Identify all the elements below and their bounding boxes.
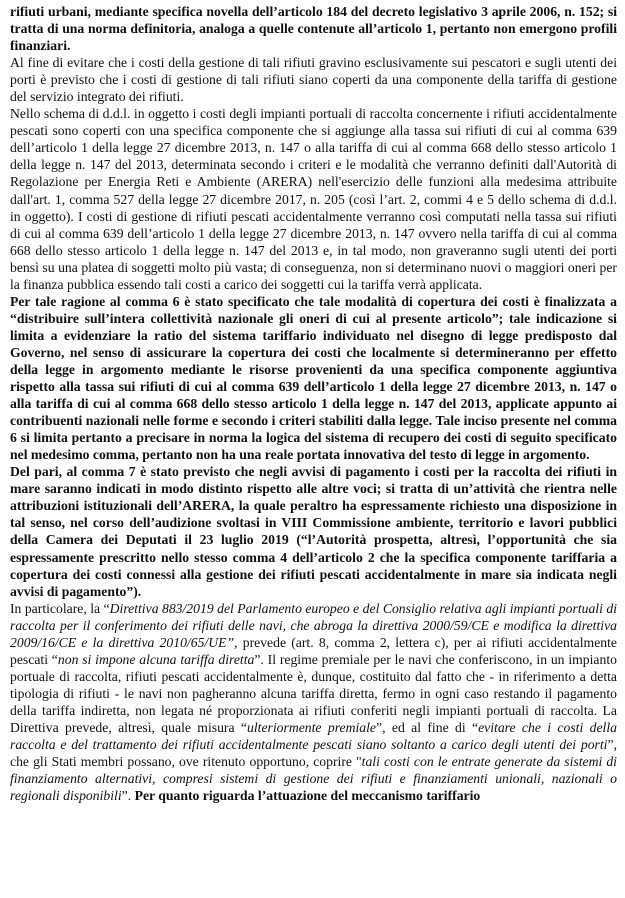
text-run: rifiuti urbani, mediante specifica novella dell’articolo 184 del decreto legislativo 3 aprile 2006, n. 152; si tratta di una norma definitoria, analoga a quelle contenute all’articolo 1, pertanto non emergono profili finanziari.	[10, 4, 617, 54]
paragraph-direttiva	[10, 600, 617, 805]
paragraph-schema-ddl	[10, 105, 617, 293]
text-run: ”, ed al fine di “	[376, 719, 479, 735]
paragraph-costi-pescatori	[10, 54, 617, 105]
text-run: Del pari, al comma 7 è stato previsto che negli avvisi di pagamento i costi per la raccolta dei rifiuti in mare saranno indicati in modo distinto rispetto alle altre voci; si tratta di un’attività che rientra nelle attribuzioni istituzionali dell’ARERA, la quale peraltro ha espressamente richiesto una disposizione in tal senso, nel corso dell’audizione svoltasi in VIII Commissione ambiente, territorio e lavori pubblici della Camera dei Deputati il 23 luglio 2019 (“l’Autorità prospetta, altresì, l’opportunità che sia espressamente prescritto nello stesso comma 4 dell’articolo 2 che la specifica componente tariffaria a copertura dei costi connessi alla gestione dei rifiuti pescati accidentalmente in mare sia indicata negli avvisi di pagamento”).	[10, 464, 617, 599]
text-run: Per tale ragione al comma 6 è stato specificato che tale modalità di copertura dei costi è finalizzata a “distribuire sull’intera collettività nazionale gli oneri di cui al presente articolo”; tale indicazione si limita a evidenziare la ratio del sistema tariffario individuato nel disegno di legge predisposto dal Governo, nel senso di assicurare la copertura dei costi che localmente si determineranno per effetto della legge in argomento mediante le risorse provenienti da una specifica componente aggiuntiva rispetto alla tassa sui rifiuti di cui al comma 639 dell’articolo 1 della legge 27 dicembre 2013, n. 147 o alla tariffa di cui al comma 668 dello stesso articolo 1 della legge n. 147 del 2013, applicate appunto ai contribuenti nazionali nelle forme e secondo i criteri stabiliti dalla legge. Tale inciso presente nel comma 6 si limita pertanto a precisare in norma la logica del sistema di recupero dei costi di seguito specificato nel medesimo comma, pertanto non ha una reale portata innovativa del testo di legge in argomento.	[10, 293, 617, 463]
text-run-italic: tali costi con le entrate generate da sistemi di finanziamento alternativi, compresi sistemi di gestione dei rifiuti e finanziamenti unionali, nazionali o regionali disponibili	[10, 754, 617, 804]
text-run: Al fine di evitare che i costi della gestione di tali rifiuti gravino esclusivamente sui pescatori e sugli utenti dei porti è previsto che i costi di gestione di tali rifiuti siano coperti da una componente della tariffa di gestione del servizio integrato dei rifiuti.	[10, 55, 617, 105]
text-run-italic: ulteriormente premiale	[247, 719, 377, 735]
text-run: In particolare, la “	[10, 600, 110, 616]
paragraph-comma-7	[10, 463, 617, 599]
text-run-italic: evitare che i costi della raccolta e del trattamento dei rifiuti accidentalmente pescati siano soltanto a carico degli utenti dei porti	[10, 719, 618, 753]
text-run: Nello schema di d.d.l. in oggetto i costi degli impianti portuali di raccolta concernente i rifiuti accidentalmente pescati sono coperti con una specifica componente che si aggiunge alla tassa sui rifiuti di cui al comma 639 dell’articolo 1 della legge 27 dicembre 2013, n. 147 o alla tariffa di cui al comma 668 dello stesso articolo 1 della legge n. 147 del 2013, determinata secondo i criteri e le modalità che verranno definiti dall'Autorità di Regolazione per Energia Reti e Ambiente (ARERA) nell'esercizio delle funzioni alla medesima attribuite dall'art. 1, comma 527 della legge 27 dicembre 2017, n. 205 (così l’art. 2, commi 4 e 5 dello schema di d.d.l. in oggetto). I costi di gestione di rifiuti pescati accidentalmente verranno così computati nella tassa sui rifiuti di cui al comma 639 dell’articolo 1 della legge 27 dicembre 2013, n. 147 ovvero nella tariffa di cui al comma 668 dello stesso articolo 1 della legge n. 147 del 2013 e, in tal modo, non graveranno sugli utenti dei porti bensì su una platea di soggetti molto più vasta; di conseguenza, non si determinano nuovi o maggiori oneri per la finanza pubblica essendo tali costi a carico dei soggetti cui la tariffa verrà applicata.	[10, 106, 617, 292]
paragraph-comma-6	[10, 293, 617, 463]
text-run: ”. Il regime premiale per le navi che conferiscono, in un impianto portuale di raccolta, rifiuti pescati accidentalmente è, dunque, costituito dal fatto che - in riferimento a detta tipologia di rifiuti - le navi non pagheranno alcuna tariffa diretta, fermo in ogni caso restando il pagamento della tariffa indiretta, non legata né proporzionata ai rifiuti conferiti negli impianti portuali di raccolta. La Direttiva prevede, altresì, quale misura “	[10, 651, 617, 735]
text-run-italic: non si impone alcuna tariffa diretta	[57, 651, 255, 667]
text-run: ”, che gli Stati membri possano, ove ritenuto opportuno, coprire "	[10, 737, 617, 770]
text-run-bold: Per quanto riguarda l’attuazione del meccanismo tariffario	[134, 788, 481, 804]
text-run: ”.	[121, 788, 135, 804]
paragraph-intro	[10, 3, 617, 54]
text-run: prevede (art. 8, comma 2, lettera c), per ai rifiuti accidentalmente pescati “	[10, 634, 617, 667]
text-run-italic: Direttiva 883/2019 del Parlamento europeo e del Consiglio relativa agli impianti portuali di raccolta per il conferimento dei rifiuti delle navi, che abroga la direttiva 2000/59/CE e modifica la direttiva 2009/16/CE e la direttiva 2010/65/UE”,	[10, 600, 618, 650]
